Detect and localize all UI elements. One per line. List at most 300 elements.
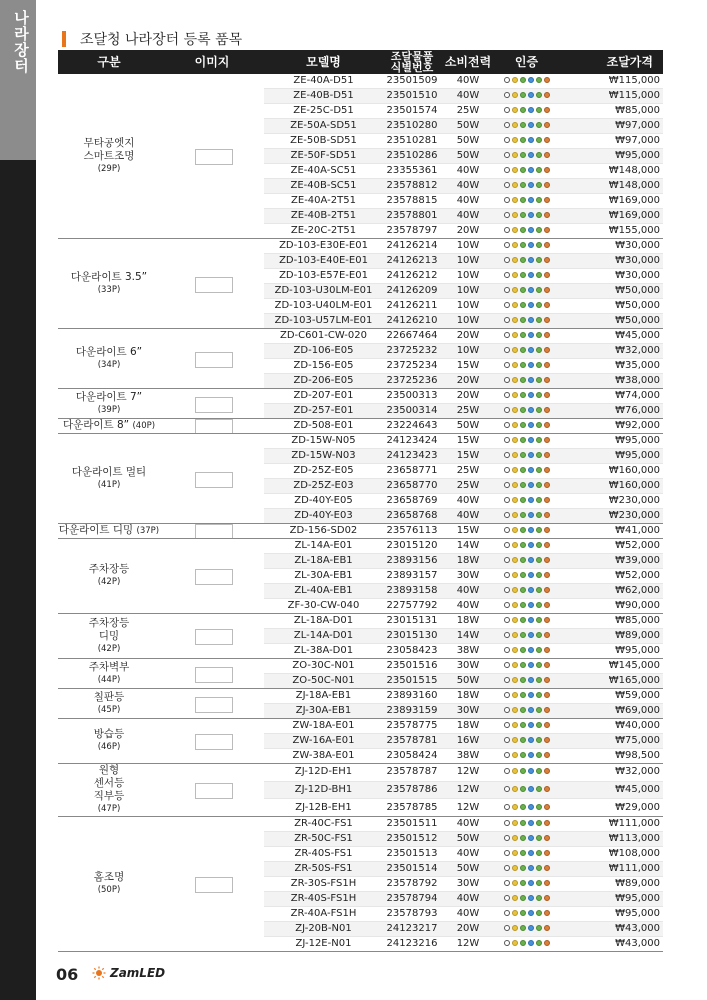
- cert-icons: [504, 287, 550, 293]
- high-efficiency-icon: [544, 940, 550, 946]
- cert-cell: [495, 892, 558, 907]
- power-value: 25W: [441, 104, 495, 119]
- energy-cert-icon: [528, 137, 534, 143]
- eco-cert-icon: [520, 910, 526, 916]
- price-value: ₩75,000: [558, 734, 663, 749]
- energy-cert-icon: [528, 122, 534, 128]
- power-value: 14W: [441, 539, 495, 554]
- category-name: 다운라이트 멀티: [71, 465, 147, 478]
- price-value: ₩97,000: [558, 119, 663, 134]
- ks-cert-icon: [504, 662, 510, 668]
- item-number: 23725232: [383, 344, 441, 359]
- kc-cert-icon: [512, 835, 518, 841]
- green-cert-icon: [536, 452, 542, 458]
- category-name: 칠판등: [93, 690, 125, 703]
- eco-cert-icon: [520, 865, 526, 871]
- model-name: ZJ-12D-EH1: [264, 764, 383, 782]
- cert-cell: [495, 644, 558, 659]
- power-value: 40W: [441, 847, 495, 862]
- kc-cert-icon: [512, 497, 518, 503]
- cert-icons: [504, 92, 550, 98]
- kc-cert-icon: [512, 512, 518, 518]
- title-accent: [62, 31, 66, 47]
- item-number: 23015131: [383, 614, 441, 629]
- green-cert-icon: [536, 482, 542, 488]
- energy-cert-icon: [528, 707, 534, 713]
- item-number: 23355361: [383, 164, 441, 179]
- price-value: ₩111,000: [558, 817, 663, 832]
- item-number: 23578793: [383, 907, 441, 922]
- price-value: ₩169,000: [558, 209, 663, 224]
- energy-cert-icon: [528, 242, 534, 248]
- energy-cert-icon: [528, 302, 534, 308]
- cert-cell: [495, 299, 558, 314]
- green-cert-icon: [536, 122, 542, 128]
- model-name: ZD-207-E01: [264, 389, 383, 404]
- price-value: ₩32,000: [558, 764, 663, 782]
- cert-icons: [504, 377, 550, 383]
- ks-cert-icon: [504, 850, 510, 856]
- high-efficiency-icon: [544, 362, 550, 368]
- cert-icons: [504, 107, 550, 113]
- item-number: 23501514: [383, 862, 441, 877]
- cert-cell: [495, 674, 558, 689]
- cert-cell: [495, 434, 558, 449]
- kc-cert-icon: [512, 557, 518, 563]
- cert-icons: [504, 752, 550, 758]
- product-image: [195, 524, 233, 539]
- ks-cert-icon: [504, 392, 510, 398]
- item-number: 24126210: [383, 314, 441, 329]
- green-cert-icon: [536, 302, 542, 308]
- ks-cert-icon: [504, 677, 510, 683]
- eco-cert-icon: [520, 587, 526, 593]
- item-number: 23510286: [383, 149, 441, 164]
- item-number: 23510280: [383, 119, 441, 134]
- table-header: [58, 50, 663, 74]
- ks-cert-icon: [504, 527, 510, 533]
- energy-cert-icon: [528, 587, 534, 593]
- model-name: ZW-18A-E01: [264, 719, 383, 734]
- energy-cert-icon: [528, 182, 534, 188]
- model-name: ZD-25Z-E03: [264, 479, 383, 494]
- high-efficiency-icon: [544, 850, 550, 856]
- power-value: 40W: [441, 209, 495, 224]
- energy-cert-icon: [528, 617, 534, 623]
- item-number: 23578785: [383, 799, 441, 817]
- item-number: 23224643: [383, 419, 441, 434]
- green-cert-icon: [536, 362, 542, 368]
- eco-cert-icon: [520, 407, 526, 413]
- green-cert-icon: [536, 542, 542, 548]
- model-name: ZO-30C-N01: [264, 659, 383, 674]
- ks-cert-icon: [504, 925, 510, 931]
- green-cert-icon: [536, 287, 542, 293]
- power-value: 18W: [441, 719, 495, 734]
- cert-cell: [495, 781, 558, 799]
- side-tab: [0, 0, 36, 160]
- eco-cert-icon: [520, 347, 526, 353]
- table-row: [58, 74, 663, 89]
- green-cert-icon: [536, 752, 542, 758]
- cert-icons: [504, 572, 550, 578]
- cert-cell: [495, 799, 558, 817]
- high-efficiency-icon: [544, 332, 550, 338]
- item-number: 22757792: [383, 599, 441, 614]
- high-efficiency-icon: [544, 572, 550, 578]
- high-efficiency-icon: [544, 422, 550, 428]
- cert-icons: [504, 362, 550, 368]
- green-cert-icon: [536, 786, 542, 792]
- model-name: ZJ-12E-N01: [264, 937, 383, 952]
- green-cert-icon: [536, 467, 542, 473]
- model-name: ZE-40B-2T51: [264, 209, 383, 224]
- price-value: ₩52,000: [558, 539, 663, 554]
- green-cert-icon: [536, 422, 542, 428]
- header-cert: 인증: [495, 50, 558, 74]
- cert-cell: [495, 419, 558, 434]
- eco-cert-icon: [520, 437, 526, 443]
- eco-cert-icon: [520, 850, 526, 856]
- power-value: 12W: [441, 764, 495, 782]
- item-number: 23893159: [383, 704, 441, 719]
- eco-cert-icon: [520, 692, 526, 698]
- table-row: [58, 659, 663, 674]
- high-efficiency-icon: [544, 804, 550, 810]
- high-efficiency-icon: [544, 865, 550, 871]
- item-number: 23500313: [383, 389, 441, 404]
- model-name: ZD-156-E05: [264, 359, 383, 374]
- high-efficiency-icon: [544, 835, 550, 841]
- category-name: 주차장등: [88, 563, 130, 575]
- cert-cell: [495, 847, 558, 862]
- category-page: (41P): [97, 479, 121, 490]
- kc-cert-icon: [512, 542, 518, 548]
- eco-cert-icon: [520, 317, 526, 323]
- item-number: 24123216: [383, 937, 441, 952]
- brand-name: ZamLED: [110, 966, 166, 980]
- kc-cert-icon: [512, 662, 518, 668]
- item-number: 24126211: [383, 299, 441, 314]
- energy-cert-icon: [528, 880, 534, 886]
- green-cert-icon: [536, 572, 542, 578]
- item-number: 23500314: [383, 404, 441, 419]
- table-row: [58, 329, 663, 344]
- price-value: ₩148,000: [558, 179, 663, 194]
- eco-cert-icon: [520, 377, 526, 383]
- energy-cert-icon: [528, 910, 534, 916]
- cert-cell: [495, 254, 558, 269]
- cert-cell: [495, 404, 558, 419]
- cert-cell: [495, 389, 558, 404]
- item-number: 23578815: [383, 194, 441, 209]
- green-cert-icon: [536, 527, 542, 533]
- model-name: ZD-206-E05: [264, 374, 383, 389]
- green-cert-icon: [536, 850, 542, 856]
- model-name: ZL-18A-EB1: [264, 554, 383, 569]
- model-name: ZD-106-E05: [264, 344, 383, 359]
- item-number: 23578792: [383, 877, 441, 892]
- price-value: ₩45,000: [558, 329, 663, 344]
- category-cell: [58, 764, 160, 817]
- energy-cert-icon: [528, 835, 534, 841]
- model-name: ZD-103-E57E-E01: [264, 269, 383, 284]
- product-image-cell: [160, 419, 264, 434]
- product-image-cell: [160, 389, 264, 419]
- kc-cert-icon: [512, 786, 518, 792]
- header-number: 조달물품 식별번호: [383, 50, 441, 74]
- model-name: ZE-40A-D51: [264, 74, 383, 89]
- kc-cert-icon: [512, 752, 518, 758]
- category-page: (42P): [97, 643, 121, 654]
- kc-cert-icon: [512, 272, 518, 278]
- category-page: (34P): [97, 359, 121, 370]
- item-number: 23893156: [383, 554, 441, 569]
- power-value: 10W: [441, 299, 495, 314]
- price-value: ₩115,000: [558, 89, 663, 104]
- cert-icons: [504, 677, 550, 683]
- energy-cert-icon: [528, 407, 534, 413]
- green-cert-icon: [536, 835, 542, 841]
- kc-cert-icon: [512, 362, 518, 368]
- high-efficiency-icon: [544, 377, 550, 383]
- kc-cert-icon: [512, 437, 518, 443]
- green-cert-icon: [536, 437, 542, 443]
- eco-cert-icon: [520, 362, 526, 368]
- eco-cert-icon: [520, 332, 526, 338]
- high-efficiency-icon: [544, 677, 550, 683]
- ks-cert-icon: [504, 317, 510, 323]
- ks-cert-icon: [504, 77, 510, 83]
- cert-icons: [504, 257, 550, 263]
- item-number: 23501511: [383, 817, 441, 832]
- cert-cell: [495, 119, 558, 134]
- category-page: (33P): [97, 284, 121, 295]
- item-number: 24126214: [383, 239, 441, 254]
- model-name: ZR-40S-FS1: [264, 847, 383, 862]
- energy-cert-icon: [528, 167, 534, 173]
- power-value: 20W: [441, 329, 495, 344]
- sun-icon: [92, 966, 106, 980]
- model-name: ZF-30-CW-040: [264, 599, 383, 614]
- model-name: ZJ-18A-EB1: [264, 689, 383, 704]
- eco-cert-icon: [520, 122, 526, 128]
- ks-cert-icon: [504, 437, 510, 443]
- kc-cert-icon: [512, 242, 518, 248]
- model-name: ZD-25Z-E05: [264, 464, 383, 479]
- power-value: 50W: [441, 674, 495, 689]
- item-number: 23578786: [383, 781, 441, 799]
- product-image-cell: [160, 719, 264, 764]
- high-efficiency-icon: [544, 407, 550, 413]
- cert-cell: [495, 907, 558, 922]
- energy-cert-icon: [528, 392, 534, 398]
- cert-cell: [495, 344, 558, 359]
- ks-cert-icon: [504, 632, 510, 638]
- power-value: 18W: [441, 614, 495, 629]
- ks-cert-icon: [504, 272, 510, 278]
- high-efficiency-icon: [544, 768, 550, 774]
- power-value: 40W: [441, 494, 495, 509]
- high-efficiency-icon: [544, 437, 550, 443]
- green-cert-icon: [536, 152, 542, 158]
- high-efficiency-icon: [544, 272, 550, 278]
- cert-icons: [504, 512, 550, 518]
- kc-cert-icon: [512, 257, 518, 263]
- cert-cell: [495, 164, 558, 179]
- cert-cell: [495, 719, 558, 734]
- cert-icons: [504, 617, 550, 623]
- green-cert-icon: [536, 804, 542, 810]
- eco-cert-icon: [520, 722, 526, 728]
- power-value: 15W: [441, 359, 495, 374]
- cert-icons: [504, 452, 550, 458]
- high-efficiency-icon: [544, 632, 550, 638]
- cert-icons: [504, 332, 550, 338]
- kc-cert-icon: [512, 302, 518, 308]
- item-number: 24123217: [383, 922, 441, 937]
- green-cert-icon: [536, 512, 542, 518]
- power-value: 10W: [441, 284, 495, 299]
- green-cert-icon: [536, 167, 542, 173]
- category-name: 다운라이트 7”: [75, 390, 143, 403]
- high-efficiency-icon: [544, 647, 550, 653]
- energy-cert-icon: [528, 692, 534, 698]
- price-value: ₩95,000: [558, 149, 663, 164]
- cert-icons: [504, 497, 550, 503]
- price-value: ₩95,000: [558, 434, 663, 449]
- price-value: ₩85,000: [558, 614, 663, 629]
- power-value: 30W: [441, 569, 495, 584]
- cert-cell: [495, 224, 558, 239]
- price-value: ₩108,000: [558, 847, 663, 862]
- category-cell: [58, 719, 160, 764]
- kc-cert-icon: [512, 92, 518, 98]
- product-image: [195, 667, 233, 683]
- category-cell: [58, 329, 160, 389]
- high-efficiency-icon: [544, 197, 550, 203]
- power-value: 40W: [441, 179, 495, 194]
- eco-cert-icon: [520, 572, 526, 578]
- price-value: ₩41,000: [558, 524, 663, 539]
- energy-cert-icon: [528, 940, 534, 946]
- kc-cert-icon: [512, 347, 518, 353]
- cert-cell: [495, 374, 558, 389]
- product-image: [195, 397, 233, 413]
- power-value: 16W: [441, 734, 495, 749]
- green-cert-icon: [536, 392, 542, 398]
- high-efficiency-icon: [544, 227, 550, 233]
- price-value: ₩62,000: [558, 584, 663, 599]
- item-number: 24123423: [383, 449, 441, 464]
- high-efficiency-icon: [544, 557, 550, 563]
- eco-cert-icon: [520, 512, 526, 518]
- cert-icons: [504, 437, 550, 443]
- price-value: ₩50,000: [558, 284, 663, 299]
- brand-logo: [92, 966, 165, 980]
- kc-cert-icon: [512, 572, 518, 578]
- item-number: 23658768: [383, 509, 441, 524]
- model-name: ZJ-12B-EH1: [264, 799, 383, 817]
- high-efficiency-icon: [544, 752, 550, 758]
- cert-cell: [495, 877, 558, 892]
- kc-cert-icon: [512, 632, 518, 638]
- kc-cert-icon: [512, 910, 518, 916]
- energy-cert-icon: [528, 820, 534, 826]
- power-value: 15W: [441, 524, 495, 539]
- eco-cert-icon: [520, 786, 526, 792]
- item-number: 23578781: [383, 734, 441, 749]
- model-name: ZE-25C-D51: [264, 104, 383, 119]
- ks-cert-icon: [504, 92, 510, 98]
- price-value: ₩35,000: [558, 359, 663, 374]
- eco-cert-icon: [520, 707, 526, 713]
- item-number: 23576113: [383, 524, 441, 539]
- product-image-cell: [160, 817, 264, 952]
- ks-cert-icon: [504, 910, 510, 916]
- price-value: ₩95,000: [558, 449, 663, 464]
- cert-cell: [495, 209, 558, 224]
- energy-cert-icon: [528, 197, 534, 203]
- cert-cell: [495, 509, 558, 524]
- page-title: 조달청 나라장터 등록 품목: [80, 32, 243, 48]
- item-number: 23501574: [383, 104, 441, 119]
- high-efficiency-icon: [544, 497, 550, 503]
- energy-cert-icon: [528, 107, 534, 113]
- table-row: [58, 524, 663, 539]
- green-cert-icon: [536, 925, 542, 931]
- product-image: [195, 149, 233, 165]
- cert-icons: [504, 422, 550, 428]
- product-image: [195, 783, 233, 799]
- kc-cert-icon: [512, 227, 518, 233]
- item-number: 23058424: [383, 749, 441, 764]
- cert-icons: [504, 302, 550, 308]
- cert-cell: [495, 704, 558, 719]
- cert-icons: [504, 347, 550, 353]
- item-number: 23501516: [383, 659, 441, 674]
- eco-cert-icon: [520, 835, 526, 841]
- kc-cert-icon: [512, 212, 518, 218]
- item-number: 23725236: [383, 374, 441, 389]
- ks-cert-icon: [504, 302, 510, 308]
- ks-cert-icon: [504, 895, 510, 901]
- price-value: ₩145,000: [558, 659, 663, 674]
- price-value: ₩43,000: [558, 937, 663, 952]
- kc-cert-icon: [512, 377, 518, 383]
- ks-cert-icon: [504, 197, 510, 203]
- model-name: ZD-15W-N05: [264, 434, 383, 449]
- ks-cert-icon: [504, 542, 510, 548]
- high-efficiency-icon: [544, 512, 550, 518]
- product-image-cell: [160, 329, 264, 389]
- cert-cell: [495, 937, 558, 952]
- high-efficiency-icon: [544, 820, 550, 826]
- model-name: ZJ-20B-N01: [264, 922, 383, 937]
- product-image-cell: [160, 539, 264, 614]
- power-value: 20W: [441, 224, 495, 239]
- item-number: 23015120: [383, 539, 441, 554]
- green-cert-icon: [536, 197, 542, 203]
- cert-cell: [495, 449, 558, 464]
- ks-cert-icon: [504, 242, 510, 248]
- side-tab-label: 나라장터: [12, 10, 30, 74]
- energy-cert-icon: [528, 722, 534, 728]
- price-value: ₩230,000: [558, 509, 663, 524]
- green-cert-icon: [536, 377, 542, 383]
- power-value: 30W: [441, 704, 495, 719]
- price-value: ₩32,000: [558, 344, 663, 359]
